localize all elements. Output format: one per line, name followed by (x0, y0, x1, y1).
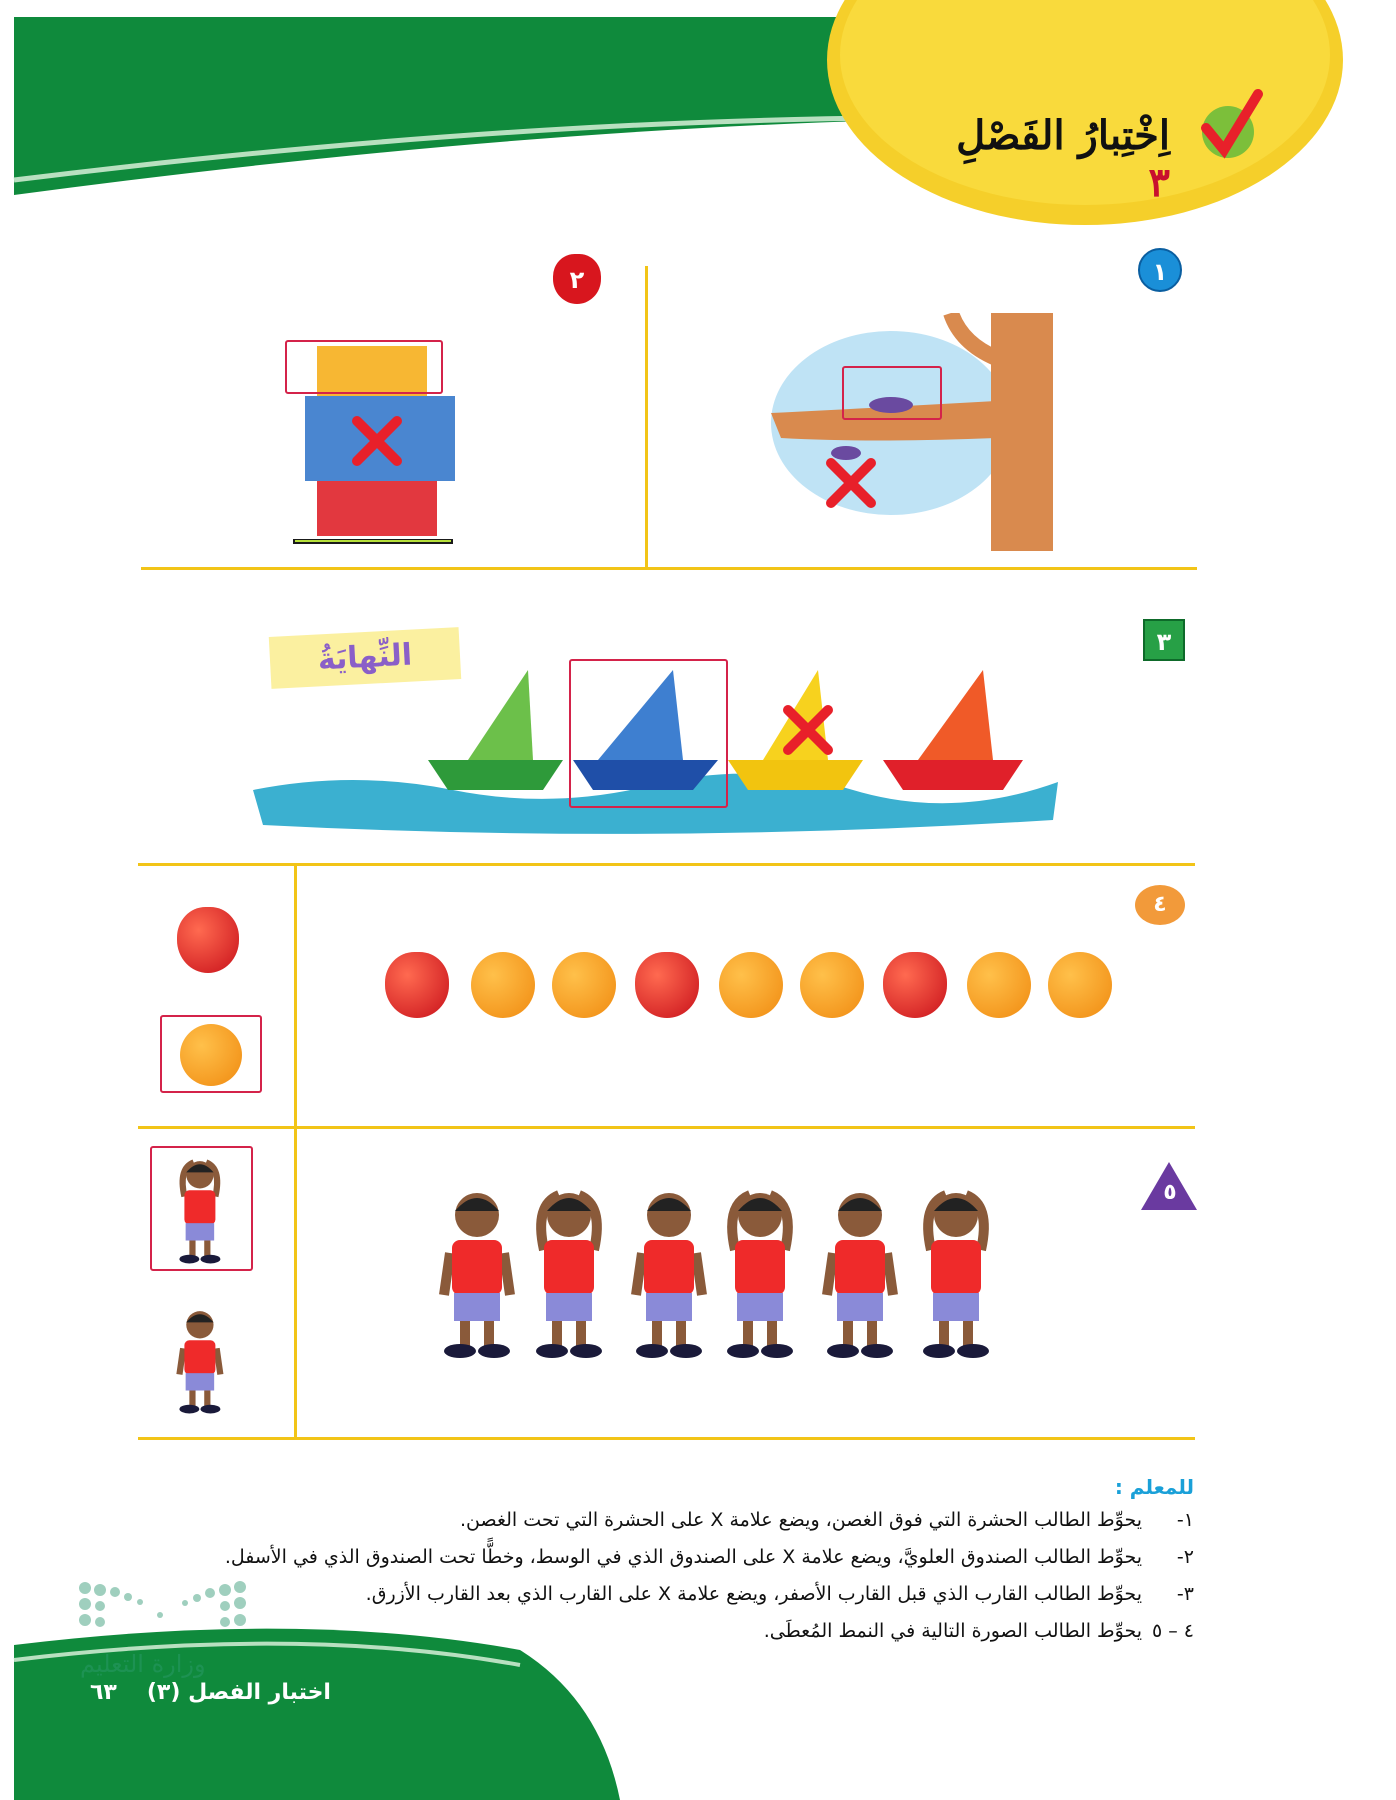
divider (138, 1126, 1195, 1129)
section-2-badge-apple: ٢ (553, 254, 601, 304)
green-boat (428, 670, 563, 790)
finish-banner: النِّهايَةُ (269, 627, 461, 689)
note-item: ١- يحوِّط الطالب الحشرة التي فوق الغصن، ويضع علامة X على الحشرة التي تحت الغصن. (459, 1509, 1194, 1531)
divider (645, 266, 648, 568)
circled-blue-boat (569, 659, 728, 808)
kid-arms-up (911, 1175, 1001, 1365)
circled-insect-above-branch (842, 366, 942, 420)
section-4-badge-fish: ٤ (1135, 885, 1185, 925)
orange-fruit (800, 952, 864, 1018)
section-5-badge-label: ٥ (1163, 1180, 1177, 1205)
apple-fruit (883, 952, 947, 1018)
tree-branch-illustration (771, 313, 1056, 553)
kid-arms-down (815, 1175, 905, 1365)
ministry-watermark: وزارة التعليم (80, 1650, 206, 1678)
orange-fruit (471, 952, 535, 1018)
section-3-badge: ٣ (1143, 619, 1185, 661)
choice-kid-arms-down (172, 1300, 228, 1418)
ministry-logo-dots (79, 1581, 246, 1627)
note-item: ٢- يحوِّط الطالب الصندوق العلويَّ، ويضع علامة X على الصندوق الذي في الوسط، وخطًّا تحت الصندوق الذي في الأسفل. (224, 1546, 1194, 1568)
orange-fruit (967, 952, 1031, 1018)
divider (294, 863, 297, 1439)
kid-arms-up (715, 1175, 805, 1365)
apple-fruit (635, 952, 699, 1018)
apple-fruit (385, 952, 449, 1018)
checkmark-icon (1198, 88, 1264, 162)
circled-arms-up-answer (150, 1146, 253, 1271)
footer-label: اختبار الفصل (٣) (146, 1680, 331, 1705)
orange-fruit (719, 952, 783, 1018)
divider (141, 567, 1197, 570)
note-item: ٣- يحوِّط الطالب القارب الذي قبل القارب الأصفر، ويضع علامة X على القارب الذي بعد القارب الأزرق. (365, 1583, 1194, 1605)
circled-top-box (285, 340, 443, 394)
page-title: اِخْتِبارُ الفَصْلِ ٣ (956, 112, 1170, 206)
orange-fruit (1048, 952, 1112, 1018)
kid-arms-down (624, 1175, 714, 1365)
kid-arms-down (432, 1175, 522, 1365)
red-boat (883, 670, 1023, 790)
page-number: ٦٣ (90, 1680, 117, 1705)
circled-orange-answer (160, 1015, 262, 1093)
footer (90, 1680, 331, 1705)
header-banner (0, 0, 1396, 240)
note-item: ٤ – ٥ يحوِّط الطالب الصورة التالية في النمط المُعطَى. (763, 1620, 1194, 1642)
section-1-badge: ١ (1138, 248, 1182, 292)
yellow-boat (728, 670, 863, 790)
notes-heading: للمعلم : (1114, 1475, 1194, 1499)
choice-apple (177, 907, 239, 973)
orange-fruit (552, 952, 616, 1018)
divider (138, 1437, 1195, 1440)
kid-arms-up (524, 1175, 614, 1365)
